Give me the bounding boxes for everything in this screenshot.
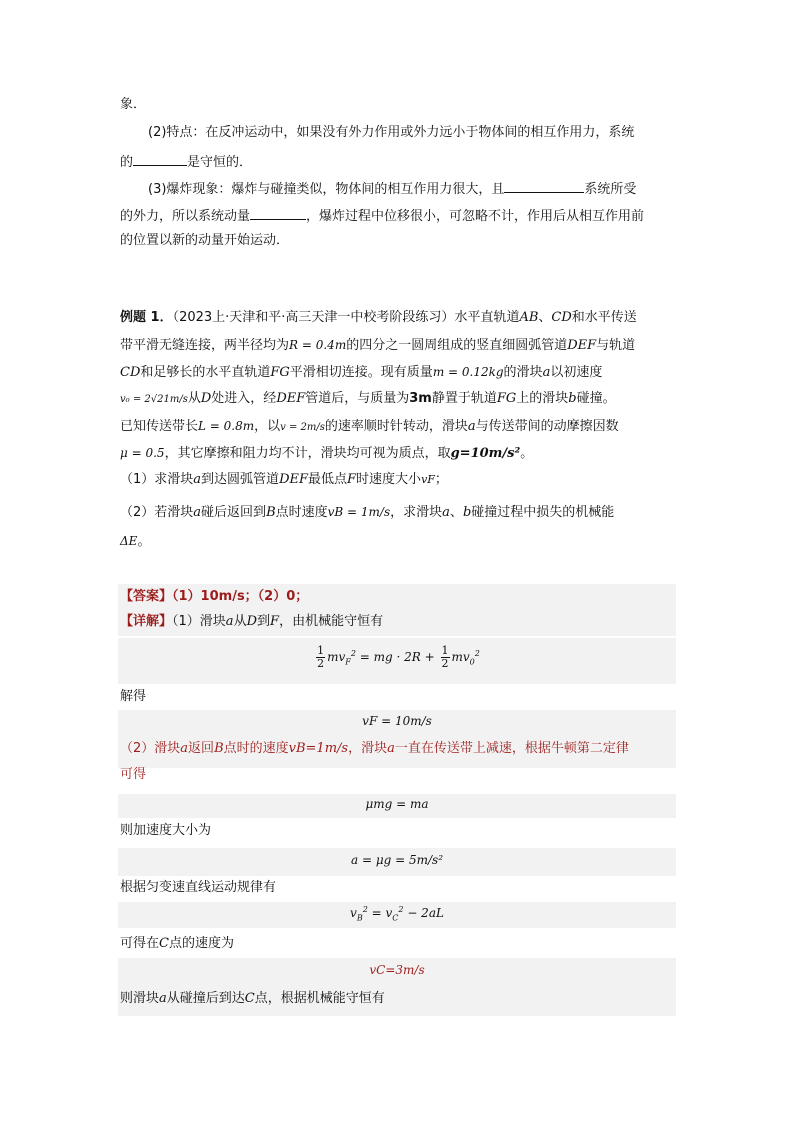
text-line: (3)爆炸现象：爆炸与碰撞类似，物体间的相互作用力很大，且 系统所受 <box>148 178 636 199</box>
detail-line: （2）滑块a返回B点时的速度vB=1m/s，滑块a一直在传送带上减速，根据牛顿第二定律 <box>120 741 629 756</box>
answer-tag: 【答案】 <box>120 589 173 604</box>
text-line: 的外力，所以系统动量 ，爆炸过程中位移很小，可忽略不计，作用后从相互作用前 <box>120 205 644 226</box>
detail-line: 可得在C点的速度为 <box>120 936 234 951</box>
detail-line: 则滑块a从碰撞后到达C点，根据机械能守恒有 <box>120 991 385 1006</box>
question-2-cont: ΔE。 <box>120 534 151 549</box>
equation-accel: a = μg = 5m/s² <box>350 853 444 867</box>
detail-line: 则加速度大小为 <box>120 823 212 838</box>
detail-line: 解得 <box>120 689 147 704</box>
text-line: (2)特点：在反冲运动中，如果没有外力作用或外力远小于物体间的相互作用力，系统 <box>148 125 635 140</box>
detail-line: 【详解】（1）滑块a从D到F，由机械能守恒有 <box>120 614 384 629</box>
fill-blank <box>133 151 187 166</box>
text-line: 的位置以新的动量开始运动． <box>120 233 290 248</box>
example-line: CD和足够长的水平直轨道FG平滑相切连接。现有质量m = 0.12kg的滑块a以初速度 <box>120 365 603 380</box>
equation-vf: vF = 10m/s <box>362 714 432 728</box>
energy-equation: $\frac{1}{2}$ $mv_F^2$ = mg · 2R + $\frac{1}{2}$ $mv_0^2$ <box>317 644 480 670</box>
text-line: 的 是守恒的． <box>120 151 252 172</box>
detail-line: 根据匀变速直线运动规律有 <box>120 880 277 895</box>
example-line: μ = 0.5，其它摩擦和阻力均不计，滑块均可视为质点，取g=10m/s²。 <box>120 446 534 461</box>
detail-tag: 【详解】 <box>120 614 173 629</box>
example-line: 带平滑无缝连接，两半径均为R = 0.4m的四分之一圆周组成的竖直细圆弧管道DEF与轨道 <box>120 338 636 353</box>
text-line: 象． <box>120 97 147 112</box>
example-line: 例题 1．（2023上·天津和平·高三天津一中校考阶段练习）水平直轨道AB、CD和水平传送 <box>120 310 637 325</box>
example-line: 已知传送带长L = 0.8m，以v = 2m/s的速率顺时针转动，滑块a与传送带间的动摩擦因数 <box>120 419 619 434</box>
equation-kinematics: $v_B^2 = v_C^2 - 2aL$ <box>350 905 444 923</box>
example-label: 例题 1． <box>120 310 173 325</box>
fill-blank <box>504 178 584 193</box>
answer-line: 【答案】（1）10m/s；（2）0； <box>120 589 309 604</box>
fill-blank <box>250 205 306 220</box>
equation-newton: μmg = ma <box>365 797 429 811</box>
example-line: v₀ = 2√21m/s从D处进入，经DEF管道后，与质量为3m静置于轨道FG上的滑块b碰撞。 <box>120 391 616 406</box>
question-2: （2）若滑块a碰后返回到B点时速度vB = 1m/s，求滑块a、b碰撞过程中损失的机械能 <box>120 505 615 520</box>
equation-vc: vC=3m/s <box>369 963 425 977</box>
question-1: （1）求滑块a到达圆弧管道DEF最低点F时速度大小vF； <box>120 472 448 487</box>
detail-line: 可得 <box>120 767 147 782</box>
